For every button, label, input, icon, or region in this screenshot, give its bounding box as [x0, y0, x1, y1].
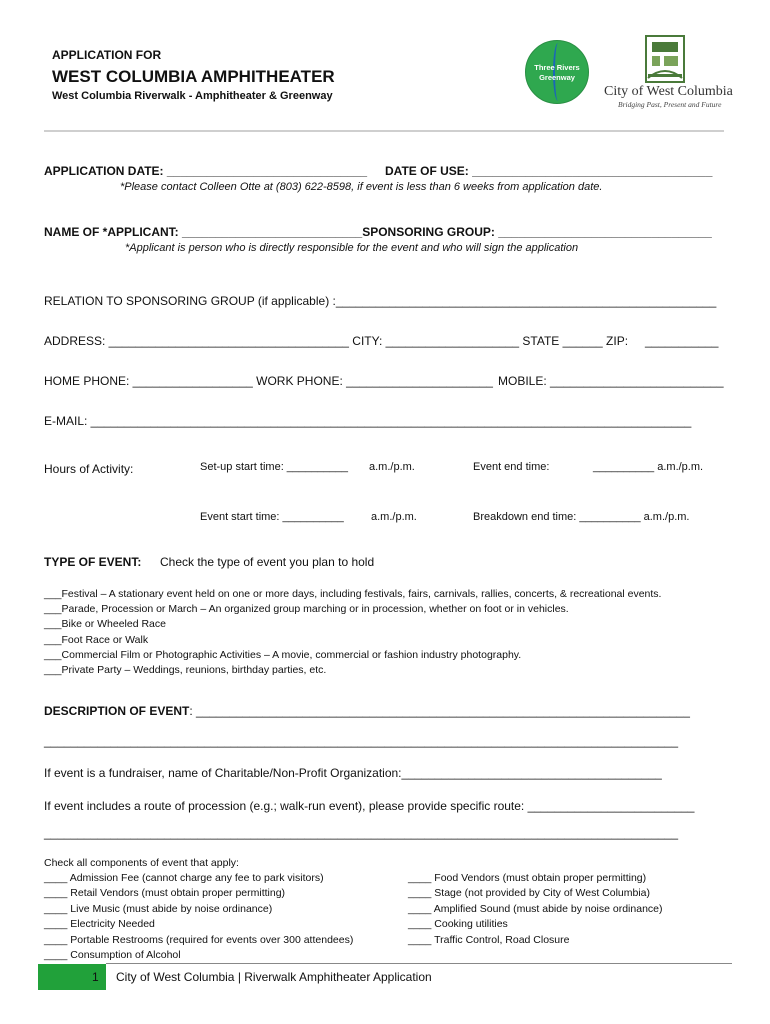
river-icon — [553, 43, 563, 101]
component-option[interactable]: ____ Admission Fee (cannot charge any fee to park visitors) — [44, 872, 324, 884]
application-date-field[interactable]: APPLICATION DATE: ______________________________ — [44, 164, 368, 178]
component-option[interactable]: ____ Live Music (must abide by noise ordinance) — [44, 903, 273, 915]
greenway-logo-line2: Greenway — [539, 73, 575, 82]
event-start-ampm: a.m./p.m. — [371, 511, 417, 523]
event-type-option[interactable]: ___Parade, Procession or March – An organized group marching or in procession, whether on foot or in vehicles. — [44, 603, 569, 615]
component-option[interactable]: ____ Retail Vendors (must obtain proper permitting) — [44, 887, 286, 899]
component-option[interactable]: ____ Electricity Needed — [44, 918, 155, 930]
event-end-field[interactable]: __________ a.m./p.m. — [593, 461, 704, 473]
zip-field[interactable]: ___________ — [645, 334, 719, 348]
footer-text: City of West Columbia | Riverwalk Amphitheater Application — [116, 970, 432, 984]
breakdown-end-field[interactable]: Breakdown end time: __________ a.m./p.m. — [473, 511, 690, 523]
component-option[interactable]: ____ Portable Restrooms (required for events over 300 attendees) — [44, 934, 354, 946]
greenway-logo-line1: Three Rivers — [534, 63, 580, 72]
event-type-option[interactable]: ___Bike or Wheeled Race — [44, 618, 166, 630]
components-label: Check all components of event that apply: — [44, 857, 239, 869]
event-type-option[interactable]: ___Festival – A stationary event held on one or more days, including festivals, fairs, carnivals, rallies, concerts, & recreational events. — [44, 588, 662, 600]
form-subtitle: West Columbia Riverwalk - Amphitheater & Greenway — [52, 90, 333, 102]
hours-label: Hours of Activity: — [44, 462, 134, 476]
phone-field[interactable]: HOME PHONE: __________________ WORK PHONE: ______________________ — [44, 374, 493, 388]
mobile-field[interactable]: MOBILE: __________________________ — [498, 374, 724, 388]
description-label: DESCRIPTION OF EVENT — [44, 704, 190, 718]
component-option[interactable]: ____ Stage (not provided by City of West Columbia) — [408, 887, 651, 899]
procession-route-line2[interactable]: _______________________________________________________________________________________________ — [44, 826, 679, 840]
component-option[interactable]: ____ Consumption of Alcohol — [44, 949, 181, 961]
greenway-logo — [525, 40, 589, 104]
date-of-use-field[interactable]: DATE OF USE: ____________________________________ — [385, 164, 713, 178]
city-logo — [600, 34, 733, 110]
event-type-option[interactable]: ___Commercial Film or Photographic Activities – A movie, commercial or fashion industry photography. — [44, 649, 522, 661]
component-option[interactable]: ____ Amplified Sound (must abide by noise ordinance) — [408, 903, 663, 915]
applicant-field[interactable]: NAME OF *APPLICANT: ___________________________SPONSORING GROUP: ________________________________ — [44, 225, 712, 239]
email-field[interactable]: E-MAIL: __________________________________________________________________________________________ — [44, 414, 692, 428]
type-of-event-instruction: Check the type of event you plan to hold — [160, 555, 375, 569]
applicant-note: *Applicant is person who is directly responsible for the event and who will sign the application — [125, 242, 579, 254]
setup-ampm: a.m./p.m. — [369, 461, 415, 473]
event-type-option[interactable]: ___Private Party – Weddings, reunions, birthday parties, etc. — [44, 664, 327, 676]
event-type-option[interactable]: ___Foot Race or Walk — [44, 634, 149, 646]
component-option[interactable]: ____ Food Vendors (must obtain proper permitting) — [408, 872, 647, 884]
setup-start-field[interactable]: Set-up start time: __________ — [200, 461, 348, 473]
description-field-line2[interactable]: _______________________________________________________________________________________________ — [44, 734, 679, 748]
type-of-event-label: TYPE OF EVENT: — [44, 555, 142, 569]
form-kicker: APPLICATION FOR — [52, 48, 162, 62]
footer-divider — [106, 963, 732, 964]
component-option[interactable]: ____ Cooking utilities — [408, 918, 508, 930]
city-logo-tagline: Bridging Past, Present and Future — [618, 100, 722, 109]
component-option[interactable]: ____ Traffic Control, Road Closure — [408, 934, 570, 946]
fundraiser-field[interactable]: If event is a fundraiser, name of Charitable/Non-Profit Organization:_______________________________________ — [44, 766, 662, 780]
date-note: *Please contact Colleen Otte at (803) 622-8598, if event is less than 6 weeks from application date. — [120, 181, 603, 193]
form-title: WEST COLUMBIA AMPHITHEATER — [52, 67, 335, 86]
event-start-field[interactable]: Event start time: __________ — [200, 511, 344, 523]
event-end-label: Event end time: — [473, 461, 550, 473]
header-divider — [44, 130, 724, 132]
city-logo-name: City of West Columbia — [604, 84, 733, 99]
page-number: 1 — [92, 970, 99, 984]
relation-field[interactable]: RELATION TO SPONSORING GROUP (if applicable) :_________________________________________________________ — [44, 294, 717, 308]
description-field[interactable]: : __________________________________________________________________________ — [189, 704, 690, 718]
address-field[interactable]: ADDRESS: ____________________________________ CITY: ____________________ STATE ______ ZIP: — [44, 334, 629, 348]
procession-route-field[interactable]: If event includes a route of procession (e.g.; walk-run event), please provide specific route: _________________________ — [44, 799, 695, 813]
